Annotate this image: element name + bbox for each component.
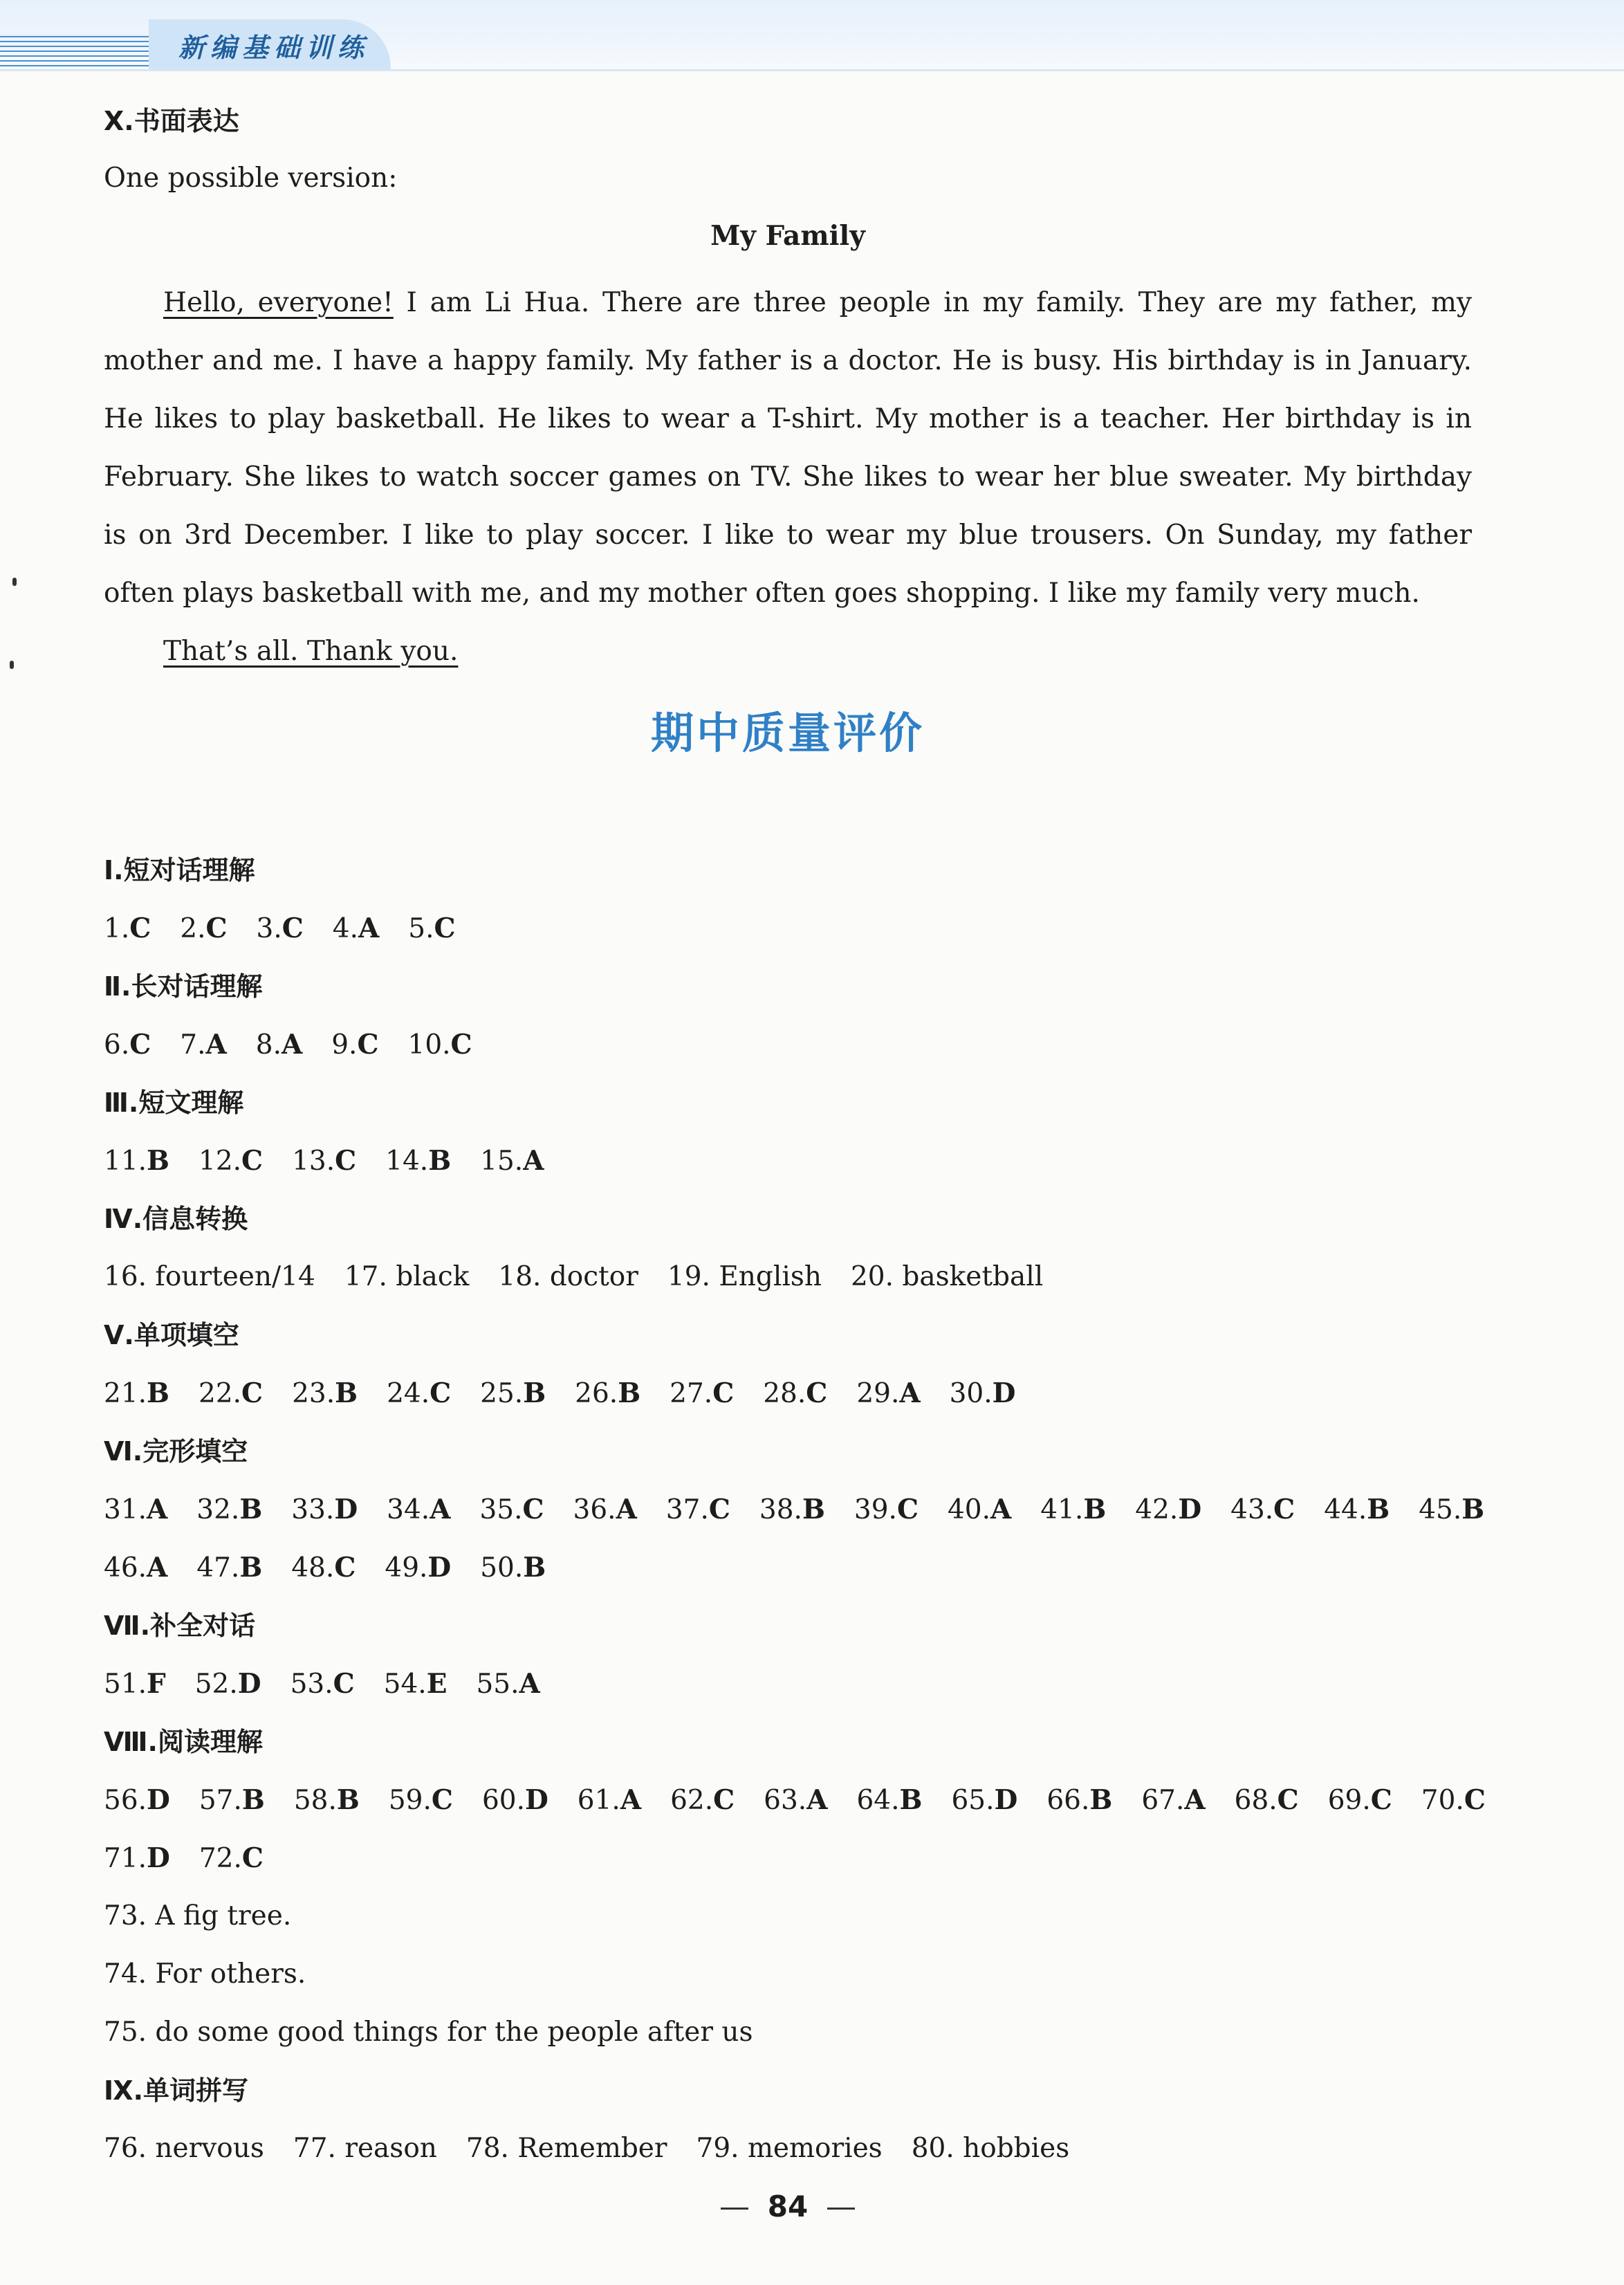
answer-choice: C (333, 1668, 355, 1700)
answer-choice: C (430, 1377, 452, 1409)
answer-row (104, 911, 485, 946)
answer-item (856, 1785, 922, 1816)
answer-choice: C (334, 1552, 356, 1584)
answer-item (1324, 1494, 1390, 1525)
answer-number: 76. nervous (104, 2133, 264, 2164)
section-label: Ⅱ.长对话理解 (104, 971, 263, 1002)
answer-choice: C (129, 1029, 151, 1061)
answer-number: 56. (104, 1785, 147, 1816)
section-label: Ⅵ.完形填空 (104, 1436, 248, 1467)
answer-choice: B (618, 1377, 641, 1409)
answer-choice: D (334, 1494, 358, 1525)
answer-item (104, 1029, 151, 1061)
answer-choice: B (899, 1784, 923, 1816)
answer-item (389, 1785, 453, 1816)
answer-number: 25. (480, 1378, 524, 1409)
answer-number: 6. (104, 1029, 130, 1061)
answer-item (951, 1785, 1017, 1816)
answer-number: 32. (196, 1494, 240, 1525)
answer-choice: B (428, 1145, 452, 1177)
answer-number: 64. (856, 1785, 900, 1816)
answer-number: 45. (1419, 1494, 1462, 1525)
answer-item (1230, 1494, 1295, 1525)
answer-row (104, 1899, 320, 1934)
answer-number: 29. (856, 1378, 900, 1409)
answer-choice: B (239, 1494, 263, 1525)
answer-number: 28. (763, 1378, 806, 1409)
answer-row (104, 1550, 575, 1586)
answer-choice: C (357, 1029, 379, 1061)
answer-choice: A (1184, 1784, 1206, 1816)
answer-choice: B (1367, 1494, 1390, 1525)
answer-item (292, 1378, 358, 1409)
answer-item (104, 1958, 306, 1990)
answer-number: 74. For others. (104, 1958, 306, 1990)
answer-row (104, 2015, 782, 2050)
answer-item (578, 1785, 641, 1816)
answer-number: 3. (256, 913, 282, 944)
section-label-writing: Ⅹ.书面表达 (104, 106, 239, 136)
answer-number: 69. (1327, 1785, 1371, 1816)
header-rule (0, 69, 1624, 71)
answer-choice: B (147, 1377, 169, 1409)
answer-number: 17. black (344, 1261, 470, 1292)
answer-item (573, 1494, 637, 1525)
answer-choice: A (205, 1029, 227, 1061)
section-label: Ⅷ.阅读理解 (104, 1727, 263, 1757)
answer-item (670, 1785, 735, 1816)
answer-choice: B (336, 1784, 360, 1816)
answer-choice: F (147, 1668, 166, 1700)
answer-item (291, 1494, 358, 1525)
answer-choice: B (523, 1377, 546, 1409)
answer-choice: C (282, 912, 304, 944)
answer-item (293, 2133, 437, 2164)
answer-number: 61. (577, 1785, 620, 1816)
answer-item (854, 1494, 919, 1525)
essay-title: My Family (710, 220, 865, 252)
answer-item (104, 1900, 291, 1931)
page-number-value: 84 (767, 2190, 809, 2223)
answer-choice: A (806, 1784, 828, 1816)
answer-item (856, 1378, 920, 1409)
answer-choice: C (1277, 1784, 1299, 1816)
answer-choice: C (434, 912, 456, 944)
answer-number: 40. (947, 1494, 991, 1525)
answer-number: 30. (949, 1378, 993, 1409)
answer-item (195, 1669, 261, 1700)
answer-item (466, 2133, 667, 2164)
section-label: Ⅸ.单词拼写 (104, 2075, 249, 2106)
answer-item (480, 1378, 546, 1409)
answer-number: 7. (180, 1029, 206, 1061)
answer-item (385, 1146, 451, 1177)
answer-item (1135, 1494, 1201, 1525)
answer-number: 19. English (667, 1261, 822, 1292)
answer-number: 54. (383, 1669, 427, 1700)
answer-item (104, 1669, 166, 1700)
answer-number: 65. (951, 1785, 995, 1816)
answer-item (912, 2133, 1070, 2164)
answer-number: 57. (199, 1785, 242, 1816)
answer-item (575, 1378, 640, 1409)
answer-number: 68. (1234, 1785, 1277, 1816)
page-dash-left (721, 2208, 748, 2210)
answer-item (480, 1146, 544, 1177)
exam-title: 期中质量评价 (650, 708, 925, 758)
answer-row (104, 1144, 573, 1179)
answer-choice: C (522, 1494, 544, 1525)
answer-choice: D (237, 1668, 261, 1700)
essay-body (104, 274, 1472, 681)
answer-number: 27. (670, 1378, 713, 1409)
answer-item (408, 1029, 472, 1061)
answer-item (696, 2133, 883, 2164)
answer-item (196, 1552, 262, 1584)
answer-item (950, 1378, 1016, 1409)
answer-choice: E (426, 1668, 447, 1700)
answer-choice: C (335, 1145, 357, 1177)
answer-row (104, 1957, 335, 1992)
answer-number: 47. (196, 1552, 240, 1584)
answer-choice: D (147, 1842, 170, 1874)
answer-choice: A (147, 1552, 168, 1584)
answer-number: 77. reason (293, 2133, 437, 2164)
answer-row (104, 1667, 569, 1702)
answer-choice: A (147, 1494, 168, 1525)
answer-number: 11. (104, 1146, 147, 1177)
answer-item (199, 1146, 263, 1177)
answer-number: 39. (853, 1494, 897, 1525)
answer-choice: C (713, 1784, 735, 1816)
header-decoration-lines (0, 36, 163, 69)
answer-number: 1. (104, 913, 130, 944)
answer-choice: A (523, 1145, 544, 1177)
answer-number: 43. (1230, 1494, 1274, 1525)
answer-choice: C (708, 1494, 730, 1525)
answer-item (851, 1261, 1043, 1292)
answer-choice: B (1089, 1784, 1113, 1816)
answer-choice: C (129, 912, 151, 944)
answer-choice: A (358, 912, 380, 944)
answer-choice: A (620, 1784, 642, 1816)
answer-choice: B (335, 1377, 358, 1409)
answer-item (104, 1494, 167, 1525)
answer-item (764, 1785, 827, 1816)
answer-number: 70. (1421, 1785, 1464, 1816)
answer-number: 63. (764, 1785, 807, 1816)
answer-item (199, 1378, 263, 1409)
answer-choice: B (239, 1552, 263, 1584)
answer-item (290, 1669, 355, 1700)
answer-number: 51. (104, 1669, 147, 1700)
answer-choice: D (994, 1784, 1018, 1816)
answer-item (294, 1785, 360, 1816)
answer-item (291, 1552, 356, 1584)
answer-number: 49. (385, 1552, 428, 1584)
answer-number: 37. (665, 1494, 709, 1525)
answer-number: 15. (480, 1146, 524, 1177)
answer-item (104, 1261, 315, 1292)
answer-number: 10. (407, 1029, 451, 1061)
answer-number: 22. (199, 1378, 242, 1409)
answer-row (104, 1260, 1072, 1294)
answer-number: 16. fourteen/14 (104, 1261, 315, 1292)
answer-number: 4. (332, 913, 359, 944)
answer-item (104, 2133, 264, 2164)
answer-item (104, 1785, 170, 1816)
answer-number: 36. (573, 1494, 616, 1525)
answer-choice: B (241, 1784, 265, 1816)
answer-item (384, 1669, 447, 1700)
answer-choice: C (450, 1029, 472, 1061)
answer-item (256, 1029, 302, 1061)
answer-number: 67. (1141, 1785, 1185, 1816)
answer-number: 20. basketball (850, 1261, 1044, 1292)
answer-choice: C (431, 1784, 453, 1816)
answer-number: 53. (290, 1669, 333, 1700)
answer-number: 2. (180, 913, 206, 944)
answer-number: 46. (104, 1552, 147, 1584)
answer-choice: A (990, 1494, 1012, 1525)
section-label: Ⅶ.补全对话 (104, 1610, 256, 1641)
answer-item (1328, 1785, 1392, 1816)
answer-choice: A (616, 1494, 637, 1525)
answer-choice: C (712, 1377, 735, 1409)
answer-item (1421, 1785, 1486, 1816)
answer-choice: D (524, 1784, 548, 1816)
answer-item (387, 1494, 450, 1525)
answer-item (196, 1494, 262, 1525)
answer-choice: C (1370, 1784, 1392, 1816)
writing-intro: One possible version: (104, 163, 398, 194)
answer-item (1235, 1785, 1299, 1816)
answer-item (480, 1552, 546, 1584)
answer-number: 33. (291, 1494, 335, 1525)
answer-choice: D (992, 1377, 1016, 1409)
answer-item (180, 1029, 226, 1061)
answer-number: 13. (292, 1146, 335, 1177)
section-label: Ⅲ.短文理解 (104, 1088, 244, 1118)
answer-item (498, 1261, 638, 1292)
answer-number: 80. hobbies (911, 2133, 1070, 2164)
answer-item (180, 913, 227, 944)
answer-row (104, 1783, 1515, 1818)
answer-number: 12. (199, 1146, 242, 1177)
answer-row (104, 1027, 501, 1063)
answer-number: 48. (291, 1552, 335, 1584)
answer-item (948, 1494, 1011, 1525)
answer-number: 52. (194, 1669, 238, 1700)
answer-row (104, 1841, 293, 1876)
page-number (0, 2190, 1576, 2223)
answer-item (1141, 1785, 1205, 1816)
answer-item (104, 1378, 169, 1409)
essay-text: I am Li Hua. There are three people in my family. They are my father, my mother and me. I have a happy family. My father is a doctor. He is busy. His birthday is in January. He likes to play basketball. He likes to wear a T-shirt. My mother is a teacher. Her birthday is in February. She likes to watch soccer games on TV. She likes to wear her blue sweater. My birthday is on 3rd December. I like to play soccer. I like to wear my blue trousers. On Sunday, my father often plays basketball with me, and my mother often goes shopping. I like my family very much. (104, 287, 1472, 609)
answer-choice: B (523, 1552, 546, 1584)
margin-mark (10, 661, 14, 669)
answer-choice: C (205, 912, 228, 944)
answer-row (104, 1492, 1513, 1527)
answer-number: 38. (759, 1494, 802, 1525)
section-label: Ⅰ.短对话理解 (104, 855, 255, 885)
answer-number: 75. do some good things for the people after us (104, 2017, 753, 2048)
answer-item (104, 2017, 753, 2048)
answer-choice: C (1273, 1494, 1295, 1525)
answer-number: 5. (408, 913, 434, 944)
answer-choice: A (899, 1377, 921, 1409)
essay-greeting: Hello, everyone! (163, 287, 394, 318)
answer-number: 62. (670, 1785, 714, 1816)
answer-item (333, 913, 379, 944)
answer-number: 34. (387, 1494, 430, 1525)
answer-item (1419, 1494, 1484, 1525)
answer-item (292, 1146, 356, 1177)
answer-number: 42. (1135, 1494, 1179, 1525)
answer-item (344, 1261, 470, 1292)
answer-choice: C (241, 1145, 264, 1177)
section-label: Ⅳ.信息转换 (104, 1204, 248, 1234)
answer-item (199, 1785, 265, 1816)
answer-number: 24. (387, 1378, 430, 1409)
answer-choice: A (430, 1494, 451, 1525)
answer-number: 8. (255, 1029, 282, 1061)
answer-choice: B (147, 1145, 169, 1177)
answer-choice: A (519, 1668, 540, 1700)
answer-item (104, 1146, 169, 1177)
answer-choice: C (896, 1494, 919, 1525)
answer-number: 55. (476, 1669, 519, 1700)
margin-mark (12, 578, 17, 586)
answer-item (482, 1785, 548, 1816)
book-title: 新编基础训练 (178, 32, 370, 63)
answer-number: 78. Remember (465, 2133, 667, 2164)
answer-item (199, 1843, 264, 1874)
answer-number: 41. (1040, 1494, 1084, 1525)
answer-item (104, 1843, 170, 1874)
answer-number: 66. (1046, 1785, 1090, 1816)
answer-number: 35. (479, 1494, 523, 1525)
answer-item (479, 1494, 544, 1525)
answer-number: 44. (1324, 1494, 1367, 1525)
answer-number: 79. memories (696, 2133, 883, 2164)
answer-number: 59. (388, 1785, 432, 1816)
answer-number: 73. A fig tree. (104, 1900, 292, 1931)
answer-number: 14. (385, 1146, 429, 1177)
answer-number: 58. (293, 1785, 337, 1816)
answer-item (667, 1261, 822, 1292)
answer-item (670, 1378, 734, 1409)
answer-item (104, 1552, 167, 1584)
answer-number: 23. (292, 1378, 335, 1409)
answer-choice: D (147, 1784, 170, 1816)
page-dash-right (827, 2208, 855, 2210)
answer-row (104, 1376, 1044, 1411)
answer-item (104, 913, 151, 944)
answer-number: 60. (481, 1785, 525, 1816)
answer-row (104, 2131, 1098, 2166)
section-label: Ⅴ.单项填空 (104, 1320, 239, 1350)
answer-number: 18. doctor (498, 1261, 638, 1292)
answer-choice: B (1083, 1494, 1107, 1525)
answer-item (1046, 1785, 1112, 1816)
answer-number: 71. (104, 1843, 147, 1874)
answer-item (476, 1669, 539, 1700)
answer-choice: B (802, 1494, 825, 1525)
answer-number: 21. (104, 1378, 147, 1409)
answer-choice: A (281, 1029, 303, 1061)
answer-number: 50. (480, 1552, 524, 1584)
answer-item (666, 1494, 730, 1525)
answer-choice: C (1464, 1784, 1486, 1816)
answer-choice: C (241, 1377, 264, 1409)
answer-item (763, 1378, 827, 1409)
answer-choice: B (1461, 1494, 1485, 1525)
answer-choice: D (427, 1552, 452, 1584)
answer-number: 31. (104, 1494, 147, 1525)
answer-item (387, 1378, 451, 1409)
answer-choice: C (806, 1377, 828, 1409)
answer-number: 26. (575, 1378, 618, 1409)
answer-item (408, 913, 455, 944)
essay-closing: That’s all. Thank you. (163, 636, 459, 667)
answer-item (257, 913, 304, 944)
answer-choice: C (241, 1842, 264, 1874)
answer-choice: D (1178, 1494, 1202, 1525)
answer-item (385, 1552, 451, 1584)
answer-item (331, 1029, 378, 1061)
answer-number: 72. (199, 1843, 242, 1874)
answer-item (759, 1494, 825, 1525)
answer-number: 9. (331, 1029, 358, 1061)
answer-item (1040, 1494, 1106, 1525)
